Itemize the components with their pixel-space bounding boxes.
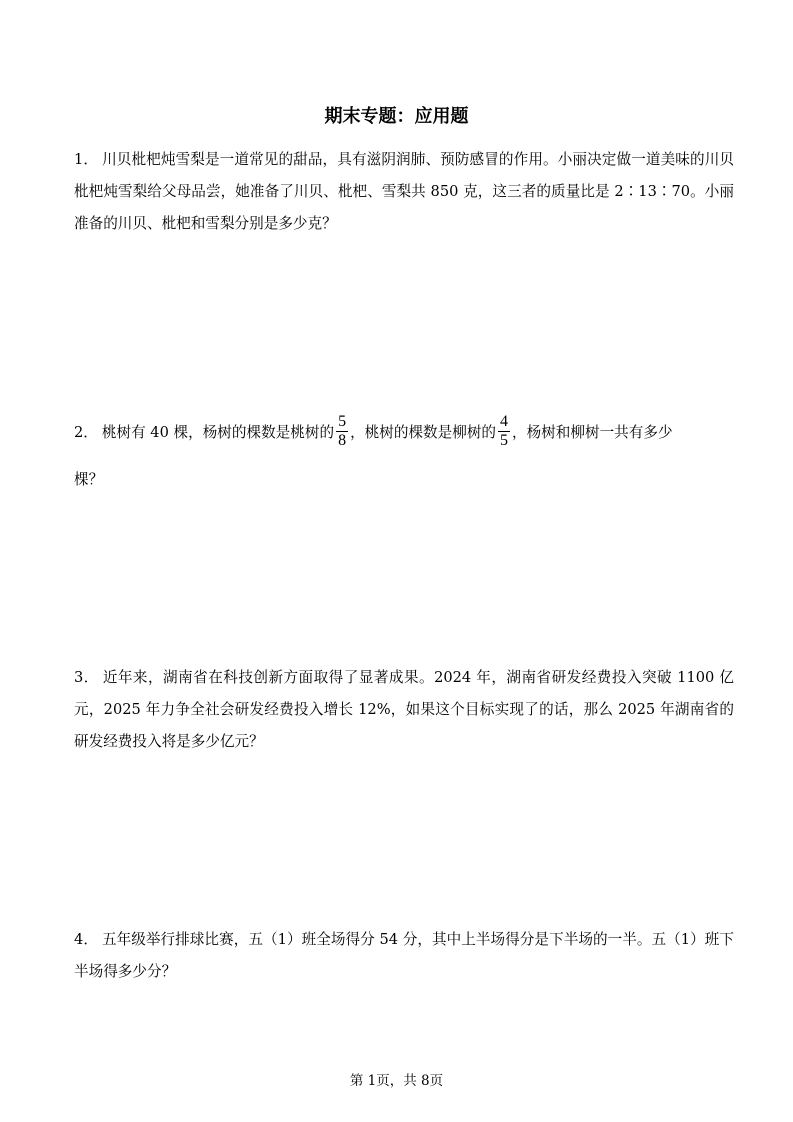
question-4	[74, 924, 734, 988]
page-title: 期末专题：应用题	[324, 106, 469, 127]
question-text: 近年来，湖南省在科技创新方面取得了显著成果。2024 年，湖南省研发经费投入突破 1100 亿元，2025 年力争全社会研发经费投入增长 12%，如果这个目标实现了的话，那么 2025 年湖南省的研发经费投入将是多少亿元？	[74, 669, 734, 750]
question-2	[74, 404, 734, 496]
question-number: 1．	[74, 151, 99, 168]
question-text: 川贝枇杷炖雪梨是一道常见的甜品，具有滋阴润肺、预防感冒的作用。小丽决定做一道美味的川贝枇杷炖雪梨给父母品尝，她准备了川贝、枇杷、雪梨共 850 克，这三者的质量比是 2∶13∶70。小丽准备的川贝、枇杷和雪梨分别是多少克？	[74, 151, 734, 232]
question-number: 2．	[74, 424, 98, 441]
fraction-denominator: 8	[338, 431, 347, 449]
fraction-four-fifths	[498, 413, 510, 450]
question-1	[74, 144, 734, 240]
fraction-five-eighths	[336, 413, 348, 450]
page-footer: 第 1页，共 8页	[349, 1073, 444, 1089]
fraction-denominator: 5	[500, 431, 509, 449]
fraction-numerator: 4	[500, 412, 509, 430]
fraction-numerator: 5	[338, 412, 347, 430]
question-number: 3．	[74, 669, 99, 686]
question-text-part3: ，杨树和柳树一共有多少	[512, 424, 673, 441]
question-3	[74, 662, 734, 758]
question-text-part2: ，桃树的棵数是柳树的	[350, 424, 497, 441]
question-text-part4: 棵？	[74, 471, 104, 488]
question-text: 五年级举行排球比赛，五（1）班全场得分 54 分，其中上半场得分是下半场的一半。五（1）班下半场得多少分？	[74, 931, 734, 980]
question-number: 4．	[74, 931, 98, 948]
question-text-part1: 桃树有 40 棵，杨树的棵数是桃树的	[101, 424, 335, 441]
